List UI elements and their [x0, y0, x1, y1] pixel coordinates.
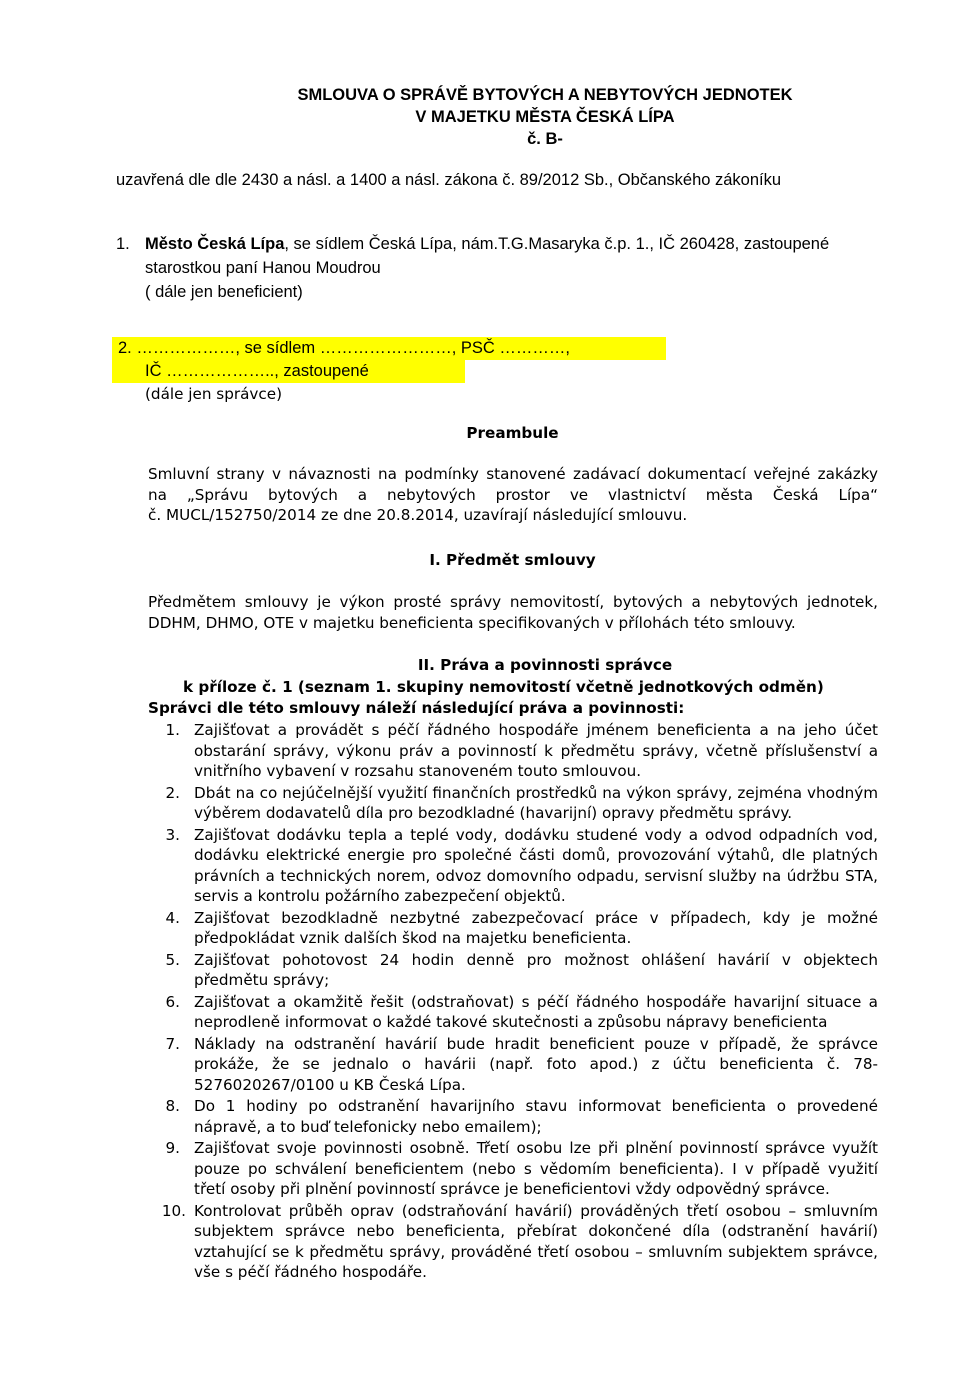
- preamble-line-2: na „Správu bytových a nebytových prostor ve vlastnictví města Česká Lípa“: [148, 485, 878, 504]
- preamble-line-1: Smluvní strany v návaznosti na podmínky stanovené zadávací dokumentací veřejné zakázky: [148, 465, 878, 483]
- list-item-number: 6.: [165, 992, 180, 1011]
- list-item-number: 5.: [165, 950, 180, 969]
- list-item-number: 7.: [165, 1034, 180, 1053]
- list-item-number: 2.: [165, 783, 180, 802]
- list-item: [148, 825, 878, 907]
- contract-subtitle: uzavřená dle dle 2430 a násl. a 1400 a násl. zákona č. 89/2012 Sb., Občanského zákoníku: [116, 171, 782, 189]
- party-1-number: 1.: [116, 235, 130, 253]
- list-item-number: 9.: [165, 1139, 180, 1157]
- section-1-text: Předmětem smlouvy je výkon prosté správy nemovitostí, bytových a nebytových jednotek, DDHM, DHMO, OTE v majetku beneficienta specifikovaných v přílohách této smlouvy.: [148, 593, 878, 632]
- list-item-text: Zajišťovat bezodkladně nezbytné zabezpečovací práce v případech, kdy je možné předpokládat vznik dalších škod na majetku beneficienta.: [194, 908, 878, 947]
- list-item: [148, 783, 878, 824]
- contract-title: [0, 84, 960, 150]
- list-item-text: Zajišťovat svoje povinnosti osobně. Třetí osobu lze při plnění povinností správce využít pouze po schválení beneficientem (nebo s vědomím beneficienta). I v případě využití třetí osoby při plnění povinností správce je beneficientovi vždy odpovědný správce.: [194, 1139, 878, 1198]
- list-item-number: 4.: [165, 908, 180, 927]
- list-item-text: Zajišťovat pohotovost 24 hodin denně pro možnost ohlášení havárií v objektech předmětu správy;: [194, 950, 878, 989]
- list-item-number: 3.: [165, 825, 180, 844]
- list-item: [148, 1034, 878, 1096]
- list-item-text: Zajišťovat a okamžitě řešit (odstraňovat) s péčí řádného hospodáře havarijní situace a neprodleně informovat o každé takové skutečnosti a způsobu nápravy beneficienta: [194, 992, 878, 1031]
- party-2: [112, 337, 672, 406]
- list-item: [148, 908, 878, 949]
- list-item-text: Zajišťovat dodávku tepla a teplé vody, dodávku studené vody a odvod odpadních vod, dodávku elektrické energie pro společné části domů, provozování výtahů, dle platných právních a technických norem, odvoz domovního odpadu, servisní služby na údržbu STA, servis a kontrolu požárního zabezpečení objektů.: [194, 825, 878, 905]
- title-line-3: č. B-: [527, 130, 563, 148]
- title-line-1: SMLOUVA O SPRÁVĚ BYTOVÝCH A NEBYTOVÝCH JEDNOTEK: [297, 86, 793, 104]
- list-item: [148, 720, 878, 782]
- section-1-heading: I. Předmět smlouvy: [429, 551, 596, 569]
- list-item-text: Zajišťovat a provádět s péčí řádného hospodáře jménem beneficienta a na jeho účet obstarání správy, výkonu práv a povinností k předmětu správy, včetně příslušenství a vnitřního vybavení v rozsahu stanoveném touto smlouvou.: [194, 721, 878, 780]
- preamble-text: [148, 464, 878, 526]
- list-item: [148, 992, 878, 1033]
- party-1: [116, 232, 896, 304]
- preamble-line-3: č. MUCL/152750/2014 ze dne 20.8.2014, uzavírají následující smlouvu.: [148, 506, 688, 524]
- list-item-number: 10.: [161, 1201, 186, 1220]
- title-line-2: V MAJETKU MĚSTA ČESKÁ LÍPA: [415, 108, 675, 126]
- list-item-text: Do 1 hodiny po odstranění havarijního stavu informovat beneficienta o provedené nápravě, a to buď telefonicky nebo emailem);: [194, 1097, 878, 1136]
- party-1-name: Město Česká Lípa: [145, 235, 285, 253]
- list-item: [148, 1201, 878, 1283]
- section-2-subheading: k příloze č. 1 (seznam 1. skupiny nemovitostí včetně jednotkových odměn): [183, 678, 824, 696]
- duties-list: [148, 720, 878, 1284]
- party-2-line-1: 2. ………………, se sídlem ……………………, PSČ …………,: [112, 337, 666, 360]
- list-item: [148, 950, 878, 991]
- list-item: [148, 1096, 878, 1137]
- list-item-number: 8.: [165, 1097, 180, 1115]
- section-2-heading: II. Práva a povinnosti správce: [417, 656, 673, 674]
- list-item-text: Dbát na co nejúčelnější využití finančních prostředků na výkon správy, zejména vhodným výběrem dodavatelů díla pro bezodkladné (havarijní) opravy předmětu správy.: [194, 783, 878, 822]
- party-2-line-2: IČ ……………….., zastoupené: [112, 360, 465, 383]
- section-2-intro: Správci dle této smlouvy náleží následující práva a povinnosti:: [148, 699, 685, 717]
- list-item-text: Náklady na odstranění havárií bude hradit beneficient pouze v případě, že správce prokáže, že se jednalo o havárii (např. foto apod.) z účtu beneficienta č. 78-5276020267/0100 u KB Česká Lípa.: [194, 1034, 878, 1094]
- list-item-number: 1.: [165, 721, 180, 739]
- list-item-text: Kontrolovat průběh oprav (odstraňování havárií) prováděných třetí osobou – smluvním subjektem správce nebo beneficienta, přebírat dokončené díla (odstranění havárií) vztahující se k předmětu správy, prováděné třetí osobou – smluvním subjektem správce, vše s péčí řádného hospodáře.: [194, 1201, 878, 1281]
- party-1-note: ( dále jen beneficient): [145, 283, 303, 301]
- party-2-note: (dále jen správce): [145, 385, 282, 403]
- party-1-details: , se sídlem Česká Lípa, nám.T.G.Masaryka č.p. 1., IČ 260428, zastoupené starostkou paní Hanou Moudrou: [145, 235, 830, 277]
- list-item: [148, 1138, 878, 1200]
- preamble-heading: Preambule: [466, 424, 559, 442]
